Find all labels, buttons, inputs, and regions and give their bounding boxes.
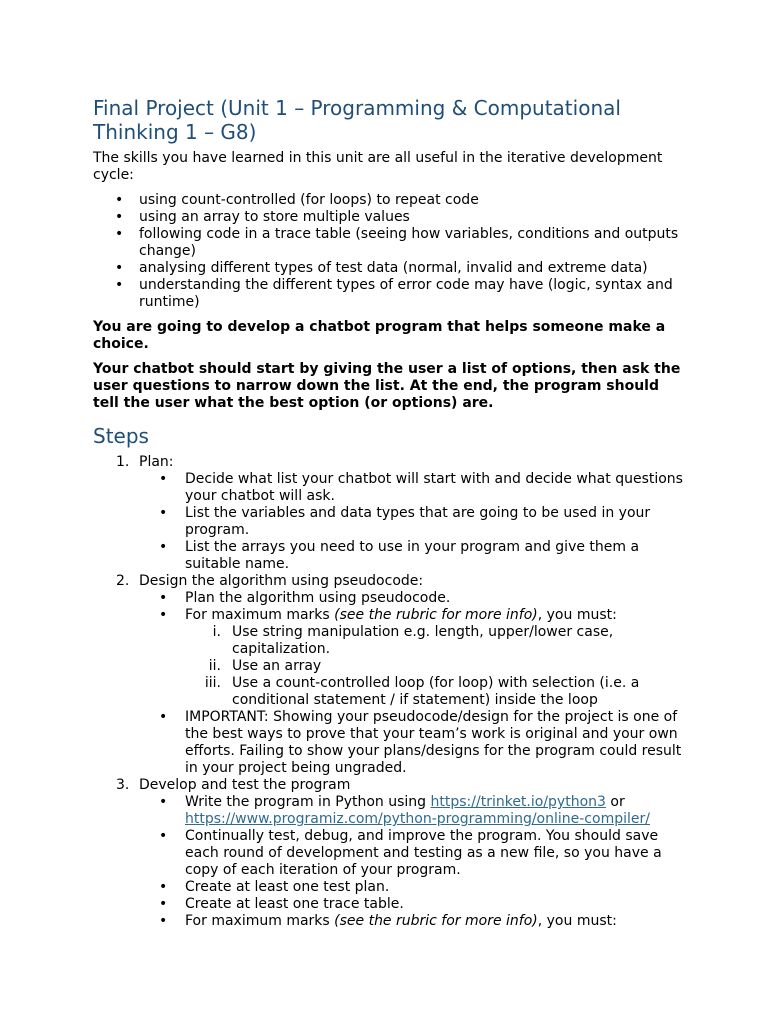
list-item: • List the variables and data types that are going to be used in your program. bbox=[159, 505, 651, 538]
list-item: • Continually test, debug, and improve the program. You should save each round of development and testing as a new file, so you have a copy of each iteration of your program. bbox=[159, 828, 662, 878]
bullet-icon: • bbox=[159, 607, 168, 623]
bold-paragraph-instructions: Your chatbot should start by giving the user a list of options, then ask the user questions to narrow down the list. At the end, the program should tell the user what the best option (or options) are. bbox=[93, 361, 681, 411]
list-item: • Create at least one test plan. bbox=[159, 879, 390, 895]
step-label: Develop and test the program bbox=[139, 777, 351, 793]
bold-paragraph-goal: You are going to develop a chatbot program that helps someone make a choice. bbox=[93, 319, 666, 352]
list-item: • IMPORTANT: Showing your pseudocode/design for the project is one of the best ways to prove that your team’s work is original and your own efforts. Failing to show your plans/designs for the program could result in your project being ungraded. bbox=[159, 709, 682, 776]
list-item: i. Use string manipulation e.g. length, upper/lower case, capitalization. bbox=[93, 624, 683, 658]
intro-paragraph: The skills you have learned in this unit are all useful in the iterative development cycle: bbox=[93, 150, 663, 183]
step-number: 1. bbox=[116, 454, 130, 470]
step-number: 2. bbox=[116, 573, 130, 589]
bullet-icon: • bbox=[115, 260, 124, 276]
step-design bbox=[93, 573, 683, 590]
step-develop bbox=[93, 777, 683, 794]
step-plan bbox=[93, 454, 683, 471]
bullet-icon: • bbox=[159, 505, 168, 521]
page-title: Final Project (Unit 1 – Programming & Computational Thinking 1 – G8) bbox=[93, 96, 621, 144]
bullet-icon: • bbox=[159, 879, 168, 895]
list-item: • Write the program in Python using https://trinket.io/python3 or https://www.programiz.com/python-programming/online-compiler/ bbox=[159, 794, 650, 827]
roman-numeral: iii. bbox=[204, 675, 221, 691]
bullet-icon: • bbox=[159, 709, 168, 725]
list-item: ii. Use an array bbox=[93, 658, 683, 675]
list-item: • Create at least one trace table. bbox=[159, 896, 404, 912]
list-item: • Plan the algorithm using pseudocode. bbox=[159, 590, 451, 606]
step-label: Design the algorithm using pseudocode: bbox=[139, 573, 424, 589]
roman-numeral: ii. bbox=[208, 658, 221, 674]
list-item: • For maximum marks (see the rubric for more info), you must: bbox=[159, 607, 617, 623]
bullet-icon: • bbox=[159, 913, 168, 929]
list-item: • For maximum marks (see the rubric for more info), you must: bbox=[159, 913, 617, 929]
bullet-icon: • bbox=[159, 590, 168, 606]
bullet-icon: • bbox=[159, 896, 168, 912]
list-item: • List the arrays you need to use in your program and give them a suitable name. bbox=[159, 539, 640, 572]
steps-list bbox=[93, 454, 683, 930]
programiz-link[interactable]: https://www.programiz.com/python-programming/online-compiler/ bbox=[185, 811, 650, 827]
steps-heading: Steps bbox=[93, 424, 149, 448]
bullet-icon: • bbox=[159, 828, 168, 844]
list-item: • following code in a trace table (seeing how variables, conditions and outputs change) bbox=[115, 226, 679, 259]
step-number: 3. bbox=[116, 777, 130, 793]
bullet-icon: • bbox=[115, 277, 124, 293]
list-item: • Decide what list your chatbot will start with and decide what questions your chatbot will ask. bbox=[159, 471, 683, 504]
list-item: • using an array to store multiple values bbox=[115, 209, 410, 225]
trinket-link[interactable]: https://trinket.io/python3 bbox=[430, 794, 606, 810]
bullet-icon: • bbox=[159, 539, 168, 555]
roman-numeral: i. bbox=[212, 624, 221, 640]
list-item: • understanding the different types of error code may have (logic, syntax and runtime) bbox=[115, 277, 673, 310]
list-item: • using count-controlled (for loops) to repeat code bbox=[115, 192, 479, 208]
bullet-icon: • bbox=[159, 471, 168, 487]
step-label: Plan: bbox=[139, 454, 174, 470]
list-item: • analysing different types of test data (normal, invalid and extreme data) bbox=[115, 260, 648, 276]
skills-list bbox=[93, 192, 683, 311]
bullet-icon: • bbox=[115, 192, 124, 208]
bullet-icon: • bbox=[115, 209, 124, 225]
bullet-icon: • bbox=[115, 226, 124, 242]
document-body bbox=[93, 96, 683, 930]
list-item: iii. Use a count-controlled loop (for loop) with selection (i.e. a conditional statement / if statement) inside the loop bbox=[93, 675, 683, 709]
bullet-icon: • bbox=[159, 794, 168, 810]
